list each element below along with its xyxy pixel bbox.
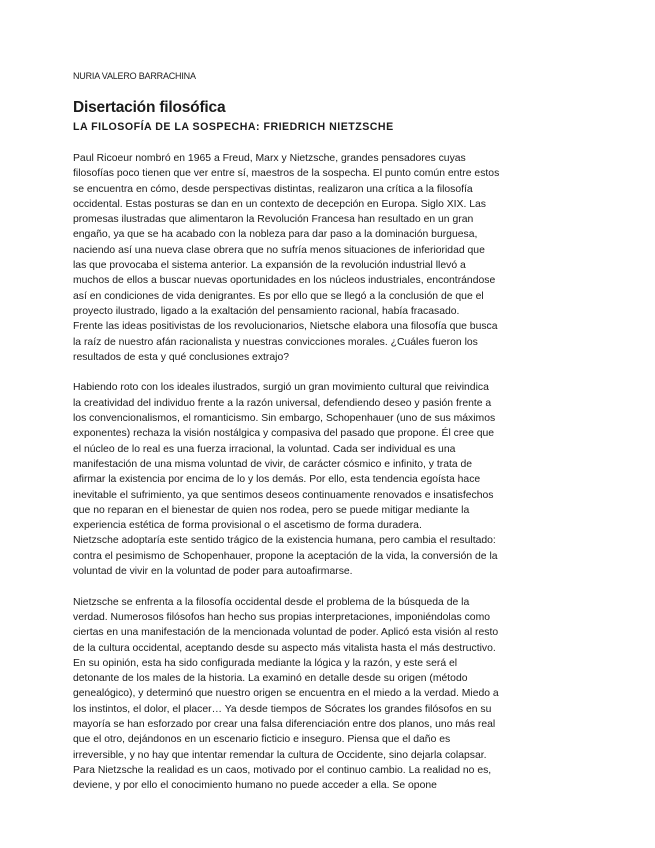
text-line: las que provocaba el sistema anterior. La expansión de la revolución industrial llevó a (73, 260, 466, 272)
text-line: filosofías poco tienen que ver entre sí, maestros de la sospecha. El punto común entre estos (73, 168, 500, 180)
text-line: Nietzsche adoptaría este sentido trágico de la existencia humana, pero cambia el resultado: (73, 535, 496, 547)
text-line: inevitable el sufrimiento, ya que sentimos deseos continuamente renovados e insatisfechos (73, 489, 494, 501)
text-line: engaño, ya que se ha acabado con la nobleza para dar paso a la dominación burguesa, (73, 229, 478, 241)
document-title: Disertación filosófica (73, 99, 226, 116)
text-line: proyecto ilustrado, ligado a la exaltación del pensamiento racional, había fracasado. (73, 305, 460, 317)
text-line: resultados de esta y qué conclusiones extrajo? (73, 351, 290, 363)
text-line: promesas ilustradas que alimentaron la Revolución Francesa han resultado en un gran (73, 214, 474, 226)
text-line: afirmar la existencia por encima de lo y los demás. Por ello, esta tendencia egoísta hace (73, 474, 481, 486)
text-line: los convencionalismos, el romanticismo. Sin embargo, Schopenhauer (uno de sus máximos (73, 413, 496, 425)
text-line: se encuentra en cómo, desde perspectivas distintas, realizaron una crítica a la filosofía (73, 183, 473, 195)
author-name: NURIA VALERO BARRACHINA (73, 71, 196, 81)
paragraph-gap (73, 365, 593, 380)
text-line: mayoría se han esforzado por crear una falsa diferenciación entre dos planos, uno más real (73, 718, 496, 730)
text-line: ciertas en una manifestación de la mencionada voluntad de poder. Aplicó esta visión al resto (73, 627, 499, 639)
text-line: que no reparan en el bienestar de quien nos rodea, pero se puede mitigar mediante la (73, 504, 470, 516)
text-line: los instintos, el dolor, el placer… Ya desde tiempos de Sócrates los grandes filósofos en su (73, 703, 492, 715)
text-line: Para Nietzsche la realidad es un caos, motivado por el continuo cambio. La realidad no es, (73, 764, 492, 776)
text-line: deviene, y por ello el conocimiento humano no puede acceder a ella. Se opone (73, 780, 437, 792)
text-line: la raíz de nuestro afán racionalista y nuestras convicciones morales. ¿Cuáles fueron los (73, 336, 478, 348)
text-line: Habiendo roto con los ideales ilustrados, surgió un gran movimiento cultural que reivindica (73, 382, 489, 394)
text-line: de la cultura occidental, aceptando desde su aspecto más vitalista hasta el más destructivo. (73, 642, 496, 654)
text-line: naciendo así una nueva clase obrera que no sufría menos situaciones de inferioridad que (73, 244, 485, 256)
text-line: Paul Ricoeur nombró en 1965 a Freud, Marx y Nietzsche, grandes pensadores cuyas (73, 153, 466, 164)
paragraph (73, 595, 593, 794)
text-line: el núcleo de lo real es una fuerza irracional, la voluntad. Cada ser individual es una (73, 443, 456, 455)
text-line: occidental. Estas posturas se dan en un contexto de decepción en Europa. Siglo XIX. Las (73, 198, 487, 210)
paragraph-gap (73, 579, 593, 594)
text-line: que el otro, dejándonos en un escenario ficticio e inseguro. Piensa que el daño es (73, 734, 451, 746)
document-subtitle: LA FILOSOFÍA DE LA SOSPECHA: FRIEDRICH NIETZSCHE (73, 121, 394, 133)
document-body (73, 151, 593, 793)
text-line: la creatividad del individuo frente a la razón universal, defendiendo deseo y pasión frente a (73, 397, 492, 409)
text-line: voluntad de vivir en la voluntad de poder para autoafirmarse. (73, 566, 353, 578)
text-line: exponentes) rechaza la visión nostálgica y compasiva del pasado que propone. Él cree que (73, 428, 495, 440)
text-line: En su opinión, esta ha sido configurada mediante la lógica y la razón, y este será el (73, 657, 458, 669)
paragraph (73, 151, 593, 365)
text-line: Frente las ideas positivistas de los revolucionarios, Nietsche elabora una filosofía que busca (73, 321, 498, 333)
paragraph (73, 380, 593, 579)
text-line: verdad. Numerosos filósofos han hecho sus propias interpretaciones, imponiéndolas como (73, 611, 491, 623)
text-line: detonante de los males de la historia. La examinó en detalle desde su origen (método (73, 673, 468, 685)
text-line: manifestación de una misma voluntad de vivir, de carácter cósmico e infinito, y trata de (73, 458, 473, 470)
text-line: muchos de ellos a buscar nuevas oportunidades en los núcleos industriales, encontrándose (73, 275, 496, 287)
text-line: irreversible, y no hay que intentar remendar la cultura de Occidente, sino dejarla colapsar. (73, 749, 487, 761)
text-line: Nietzsche se enfrenta a la filosofía occidental desde el problema de la búsqueda de la (73, 596, 470, 608)
text-line: así en condiciones de vida denigrantes. Es por ello que se llegó a la conclusión de que el (73, 290, 484, 302)
text-line: experiencia estética de forma provisional o el ascetismo de forma duradera. (73, 520, 422, 532)
text-line: genealógico), y determinó que nuestro origen se encuentra en el miedo a la verdad. Miedo a (73, 688, 499, 700)
text-line: contra el pesimismo de Schopenhauer, propone la aceptación de la vida, la conversión de la (73, 550, 498, 562)
